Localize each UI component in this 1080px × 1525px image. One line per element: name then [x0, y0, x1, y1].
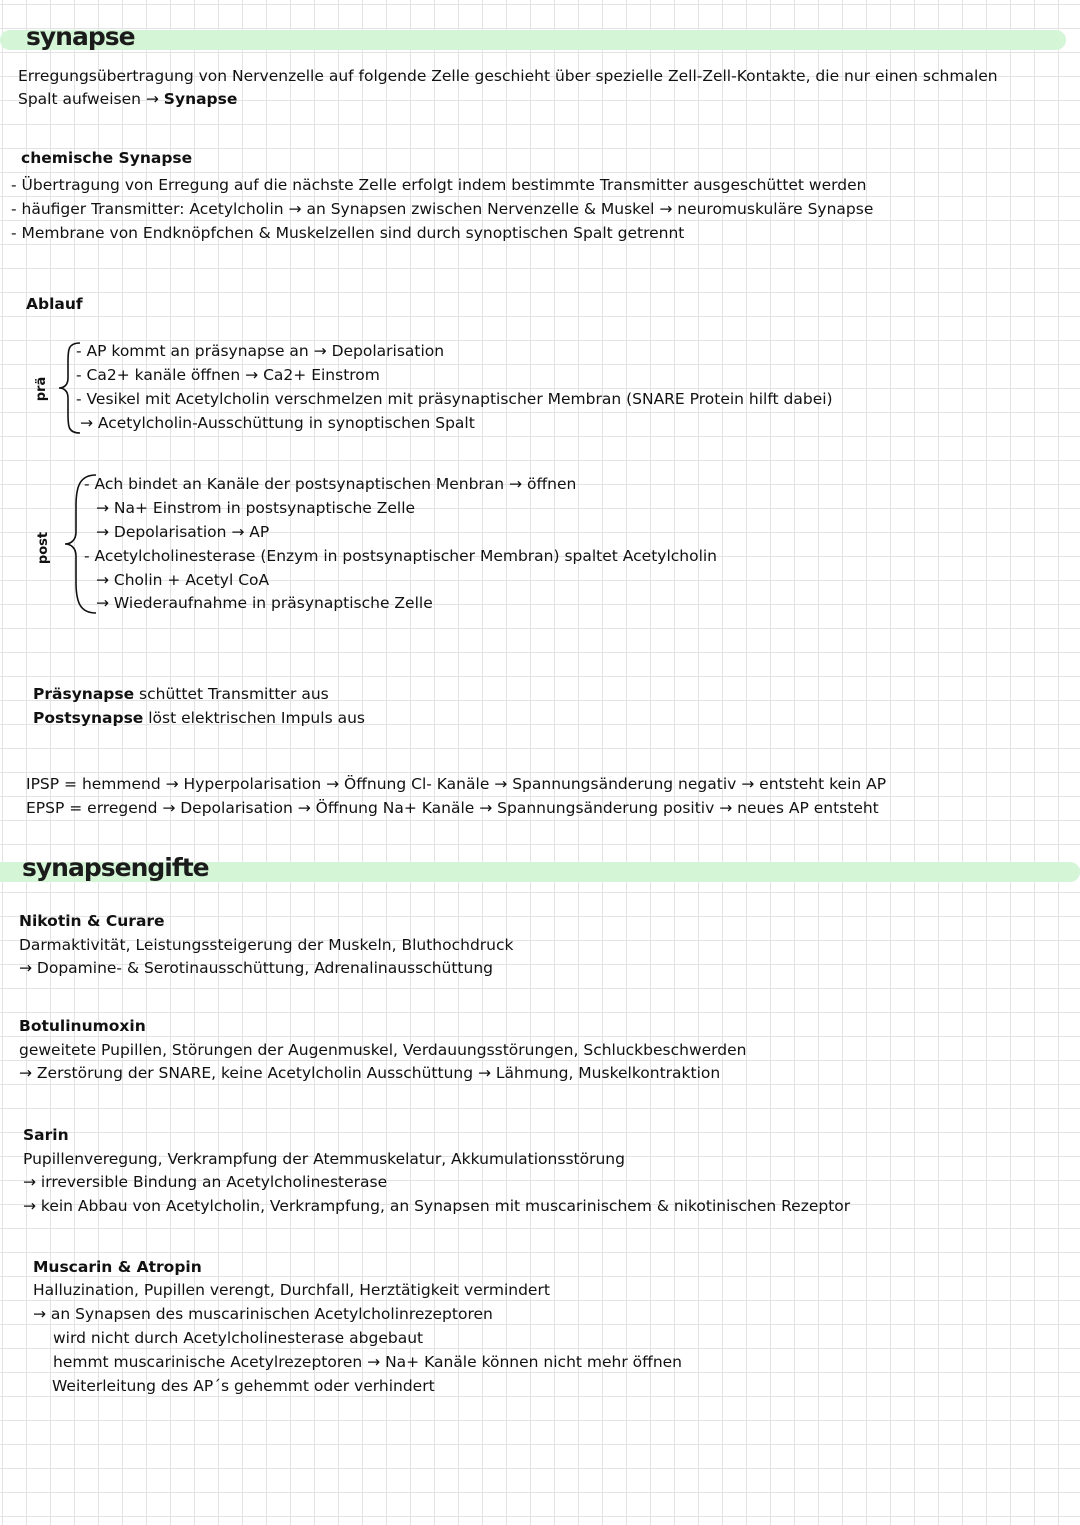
intro-keyword: Synapse	[163, 90, 238, 108]
summary-text: löst elektrischen Impuls aus	[143, 709, 365, 727]
chem-item: - Übertragung von Erregung auf die nächste Zelle erfolgt indem bestimmte Transmitter ausgeschüttet werden	[11, 176, 867, 194]
prae-label: prä	[34, 376, 49, 402]
poison-line: → kein Abbau von Acetylcholin, Verkrampfung, an Synapsen mit muscarinischem & nikotinischen Rezeptor	[23, 1197, 851, 1215]
post-label: post	[36, 531, 51, 565]
poison-name: Sarin	[23, 1126, 69, 1144]
section-title-synapse: synapse	[26, 22, 135, 51]
summary-term: Postsynapse	[33, 709, 144, 727]
prae-item: - Ca2+ kanäle öffnen → Ca2+ Einstrom	[76, 366, 380, 384]
summary-line	[33, 707, 365, 730]
post-item: → Wiederaufnahme in präsynaptische Zelle	[96, 594, 433, 612]
intro-line-2-text: Spalt aufweisen →	[18, 90, 164, 108]
summary-text: schüttet Transmitter aus	[134, 685, 329, 703]
poison-line: Darmaktivität, Leistungssteigerung der Muskeln, Bluthochdruck	[19, 936, 514, 954]
prae-item: - Vesikel mit Acetylcholin verschmelzen mit präsynaptischer Membran (SNARE Protein hilft dabei)	[76, 390, 833, 408]
post-item: → Cholin + Acetyl CoA	[96, 571, 270, 589]
ablauf-heading: Ablauf	[26, 295, 83, 313]
prae-item: - AP kommt an präsynapse an → Depolarisation	[76, 342, 445, 360]
poison-line: hemmt muscarinische Acetylrezeptoren → Na+ Kanäle können nicht mehr öffnen	[53, 1353, 683, 1371]
poison-line: → an Synapsen des muscarinischen Acetylcholinrezeptoren	[33, 1305, 493, 1323]
poison-line: wird nicht durch Acetylcholinesterase abgebaut	[53, 1329, 424, 1347]
section-title-synapsengifte: synapsengifte	[22, 853, 209, 882]
poison-name: Nikotin & Curare	[19, 912, 165, 930]
chem-item: - Membrane von Endknöpfchen & Muskelzellen sind durch synoptischen Spalt getrennt	[11, 224, 685, 242]
intro-line-2	[18, 88, 237, 111]
chem-item: - häufiger Transmitter: Acetylcholin → an Synapsen zwischen Nervenzelle & Muskel → neuromuskuläre Synapse	[11, 200, 874, 218]
summary-term: Präsynapse	[33, 685, 135, 703]
poison-line: Weiterleitung des AP´s gehemmt oder verhindert	[52, 1377, 435, 1395]
poison-line: → Zerstörung der SNARE, keine Acetylcholin Ausschüttung → Lähmung, Muskelkontraktion	[19, 1064, 721, 1082]
epsp-line: EPSP = erregend → Depolarisation → Öffnung Na+ Kanäle → Spannungsänderung positiv → neues AP entsteht	[26, 799, 879, 817]
poison-line: Pupillenveregung, Verkrampfung der Atemmuskelatur, Akkumulationsstörung	[23, 1150, 625, 1168]
post-item: → Depolarisation → AP	[96, 523, 270, 541]
poison-line: Halluzination, Pupillen verengt, Durchfall, Herztätigkeit vermindert	[33, 1281, 550, 1299]
summary-line	[33, 683, 329, 706]
post-item: → Na+ Einstrom in postsynaptische Zelle	[96, 499, 416, 517]
post-item: - Acetylcholinesterase (Enzym in postsynaptischer Membran) spaltet Acetylcholin	[84, 547, 718, 565]
prae-item: → Acetylcholin-Ausschüttung in synoptischen Spalt	[80, 414, 475, 432]
intro-line-1: Erregungsübertragung von Nervenzelle auf folgende Zelle geschieht über spezielle Zell-Zell-Kontakte, die nur einen schmalen	[18, 67, 998, 85]
chem-synapse-heading: chemische Synapse	[21, 149, 193, 167]
post-item: - Ach bindet an Kanäle der postsynaptischen Menbran → öffnen	[84, 475, 577, 493]
poison-line: → irreversible Bindung an Acetylcholinesterase	[23, 1173, 388, 1191]
poison-name: Botulinumoxin	[19, 1017, 146, 1035]
title-highlight	[0, 30, 1066, 50]
poison-name: Muscarin & Atropin	[33, 1258, 202, 1276]
ipsp-line: IPSP = hemmend → Hyperpolarisation → Öffnung Cl- Kanäle → Spannungsänderung negativ → entsteht kein AP	[26, 775, 887, 793]
poison-line: → Dopamine- & Serotinausschüttung, Adrenalinausschüttung	[19, 959, 493, 977]
poison-line: geweitete Pupillen, Störungen der Augenmuskel, Verdauungsstörungen, Schluckbeschwerden	[19, 1041, 747, 1059]
